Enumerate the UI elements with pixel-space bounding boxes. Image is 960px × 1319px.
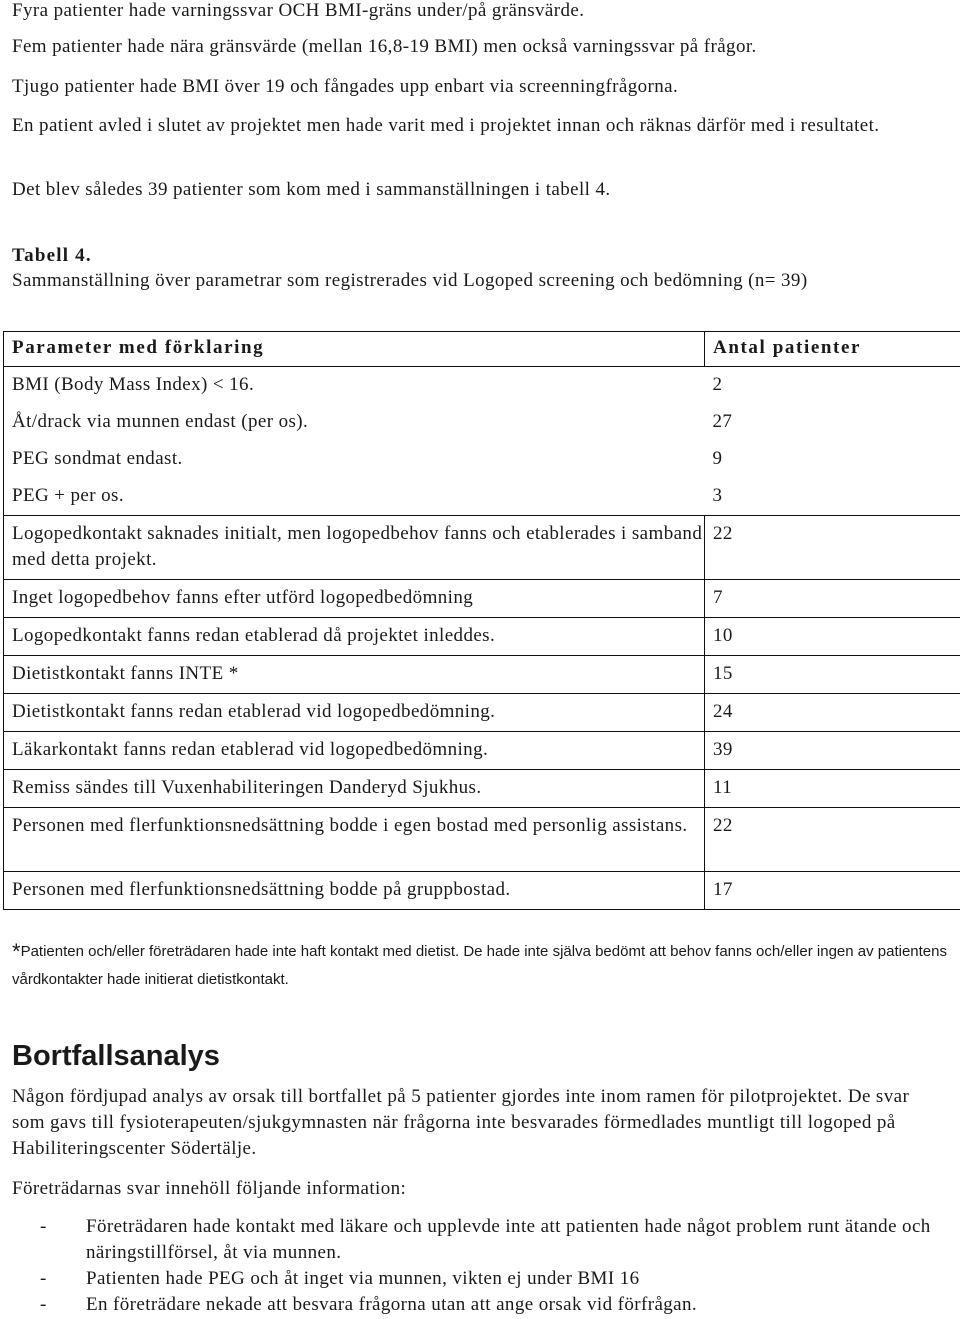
header-count: Antal patienter xyxy=(705,332,960,367)
section-lead: Företrädarnas svar innehöll följande information: xyxy=(12,1178,407,1199)
row-count: 15 xyxy=(705,656,960,694)
row-count: 22 xyxy=(705,808,960,872)
row-parameter: Personen med flerfunktionsnedsättning bodde på gruppbostad. xyxy=(4,872,705,910)
header-parameter: Parameter med förklaring xyxy=(4,332,705,367)
table-row xyxy=(4,770,960,808)
table-header-row xyxy=(4,332,960,367)
row-count: 2 xyxy=(705,367,960,405)
table-row xyxy=(4,694,960,732)
row-count: 7 xyxy=(705,580,960,618)
row-parameter: Personen med flerfunktionsnedsättning bodde i egen bostad med personlig assistans. xyxy=(4,808,705,872)
table-row xyxy=(4,478,960,516)
dash-marker: - xyxy=(40,1294,47,1315)
list-item xyxy=(12,1266,952,1292)
table-row xyxy=(4,808,960,872)
row-count: 9 xyxy=(705,441,960,478)
row-count: 10 xyxy=(705,618,960,656)
footnote-text: Patienten och/eller företrädaren hade inte haft kontakt med dietist. De hade inte själva bedömt att behov fanns och/eller ingen av patientens vårdkontakter hade initierat dietistkontakt. xyxy=(12,943,947,988)
intro-line-4: En patient avled i slutet av projektet men hade varit med i projektet innan och räknas därför med i resultatet. xyxy=(12,115,880,136)
row-parameter: Logopedkontakt saknades initialt, men logopedbehov fanns och etablerades i samband med detta projekt. xyxy=(4,516,705,580)
row-parameter: Läkarkontakt fanns redan etablerad vid logopedbedömning. xyxy=(4,732,705,770)
row-parameter: Logopedkontakt fanns redan etablerad då projektet inleddes. xyxy=(4,618,705,656)
row-parameter: BMI (Body Mass Index) < 16. xyxy=(4,367,705,405)
intro-line-5: Det blev således 39 patienter som kom med i sammanställningen i tabell 4. xyxy=(12,179,611,200)
row-parameter: Remiss sändes till Vuxenhabiliteringen Danderyd Sjukhus. xyxy=(4,770,705,808)
table-caption: Sammanställning över parametrar som registrerades vid Logoped screening och bedömning (n= 39) xyxy=(12,270,808,291)
table-row xyxy=(4,441,960,478)
section-paragraph: Någon fördjupad analys av orsak till bortfallet på 5 patienter gjordes inte inom ramen för pilotprojektet. De svar som gavs till fysioterapeuten/sjukgymnasten när frågorna inte besvarades förmedlades muntligt till logoped på Habiliteringscenter Södertälje. xyxy=(12,1086,910,1159)
dash-marker: - xyxy=(40,1216,47,1237)
row-parameter: PEG sondmat endast. xyxy=(4,441,705,478)
table-footnote xyxy=(12,938,947,994)
table-row xyxy=(4,618,960,656)
table-row xyxy=(4,516,960,580)
row-count: 17 xyxy=(705,872,960,910)
row-parameter: Dietistkontakt fanns INTE * xyxy=(4,656,705,694)
list-item-text: Företrädaren hade kontakt med läkare och upplevde inte att patienten hade något problem runt ätande och näringstillförsel, åt via munnen. xyxy=(86,1216,931,1263)
row-parameter: Dietistkontakt fanns redan etablerad vid logopedbedömning. xyxy=(4,694,705,732)
answers-list xyxy=(12,1214,952,1318)
intro-line-1: Fyra patienter hade varningssvar OCH BMI-gräns under/på gränsvärde. xyxy=(12,0,585,21)
table-row xyxy=(4,732,960,770)
dash-marker: - xyxy=(40,1268,47,1289)
row-count: 24 xyxy=(705,694,960,732)
row-parameter: PEG + per os. xyxy=(4,478,705,516)
row-parameter: Åt/drack via munnen endast (per os). xyxy=(4,404,705,441)
row-parameter: Inget logopedbehov fanns efter utförd logopedbedömning xyxy=(4,580,705,618)
list-item-text: En företrädare nekade att besvara frågorna utan att ange orsak vid förfrågan. xyxy=(86,1294,698,1315)
table-row xyxy=(4,367,960,405)
table-row xyxy=(4,404,960,441)
parameter-table xyxy=(3,331,960,910)
section-heading: Bortfallsanalys xyxy=(12,1040,220,1072)
row-count: 22 xyxy=(705,516,960,580)
table-label: Tabell 4. xyxy=(12,245,92,266)
row-count: 11 xyxy=(705,770,960,808)
intro-line-2: Fem patienter hade nära gränsvärde (mellan 16,8-19 BMI) men också varningssvar på frågor. xyxy=(12,36,757,57)
list-item-text: Patienten hade PEG och åt inget via munnen, vikten ej under BMI 16 xyxy=(86,1268,640,1289)
row-count: 39 xyxy=(705,732,960,770)
list-item xyxy=(12,1214,952,1266)
list-item xyxy=(12,1292,952,1318)
table-row xyxy=(4,656,960,694)
table-row xyxy=(4,872,960,910)
row-count: 27 xyxy=(705,404,960,441)
footnote-marker: * xyxy=(12,939,21,964)
table-row xyxy=(4,580,960,618)
row-count: 3 xyxy=(705,478,960,516)
intro-line-3: Tjugo patienter hade BMI över 19 och fångades upp enbart via screenningfrågorna. xyxy=(12,76,679,97)
